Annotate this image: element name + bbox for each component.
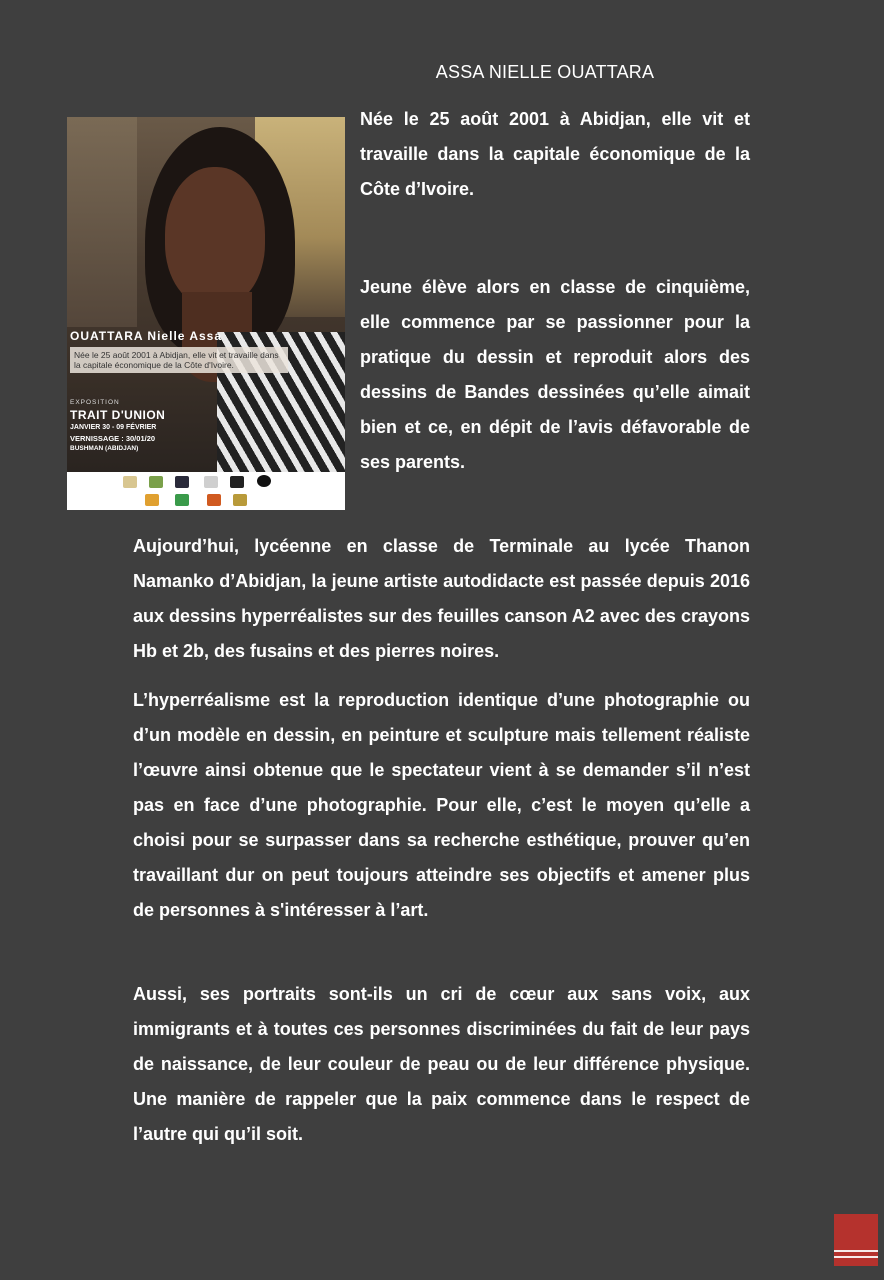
corner-stripe [834,1250,878,1252]
sponsor-logo [204,476,218,488]
sponsor-logo [230,476,244,488]
page-title: ASSA NIELLE OUATTARA [435,62,655,82]
poster-venue: BUSHMAN (ABIDJAN) [70,445,139,452]
poster-event-title: TRAIT D'UNION [70,408,166,422]
corner-stripe [834,1256,878,1258]
paragraph-portraits-message: Aussi, ses portraits sont-ils un cri de cœur aux sans voix, aux immigrants et à toutes ces personnes discriminées du fait de leur pays de naissance, de leur couleur de peau ou de leur différence physique. Une manière de rappeler que la paix commence dans le respect de l’autre qui qu’il soit. [133,984,750,1144]
poster-exposition-label: EXPOSITION [70,399,120,406]
poster-info-box: Née le 25 août 2001 à Abidjan, elle vit et travaille dans la capitale économique de la Côte d'Ivoire. [70,347,288,373]
poster-background-left [67,117,137,327]
paragraph-hyperrealism: L’hyperréalisme est la reproduction identique d’une photographie ou d’un modèle en dessin, en peinture et sculpture mais tellement réaliste l’œuvre ainsi obtenue que le spectateur vient à se demander s’il n’est pas en face d’une photographie. Pour elle, c’est le moyen qu’elle a choisi pour se surpasser dans sa recherche esthétique, prouver qu’en travaillant dur on peut toujours atteindre ses objectifs et amener plus de personnes à s'intéresser à l’art. [133,690,750,920]
sponsor-logo [175,476,189,488]
sponsor-logo [149,476,163,488]
poster-vernissage: VERNISSAGE : 30/01/20 [70,434,156,443]
poster-dates: JANVIER 30 - 09 FÉVRIER [70,424,157,431]
portrait-face [165,167,265,307]
sponsor-logo [233,494,247,506]
sponsor-logo [123,476,137,488]
sponsor-logo [145,494,159,506]
sponsor-logos-strip [67,472,345,510]
paragraph-beginnings: Jeune élève alors en classe de cinquième, elle commence par se passionner pour la pratique du dessin et reproduit alors des dessins de Bandes dessinées qu’elle aimait bien et ce, en dépit de l’avis défavorable de ses parents. [360,277,750,472]
paragraph-birth: Née le 25 août 2001 à Abidjan, elle vit et travaille dans la capitale économique de la Côte d’Ivoire. [360,109,750,199]
paragraph-current-studies: Aujourd’hui, lycéenne en classe de Terminale au lycée Thanon Namanko d’Abidjan, la jeune artiste autodidacte est passée depuis 2016 aux dessins hyperréalistes sur des feuilles canson A2 avec des crayons Hb et 2b, des fusains et des pierres noires. [133,536,750,661]
sponsor-logo [207,494,221,506]
sponsor-logo [257,475,271,487]
sponsor-logo [175,494,189,506]
corner-decoration [834,1214,878,1266]
exhibition-poster-image [67,117,345,510]
poster-artist-name: OUATTARA Nielle Assa [70,329,223,343]
